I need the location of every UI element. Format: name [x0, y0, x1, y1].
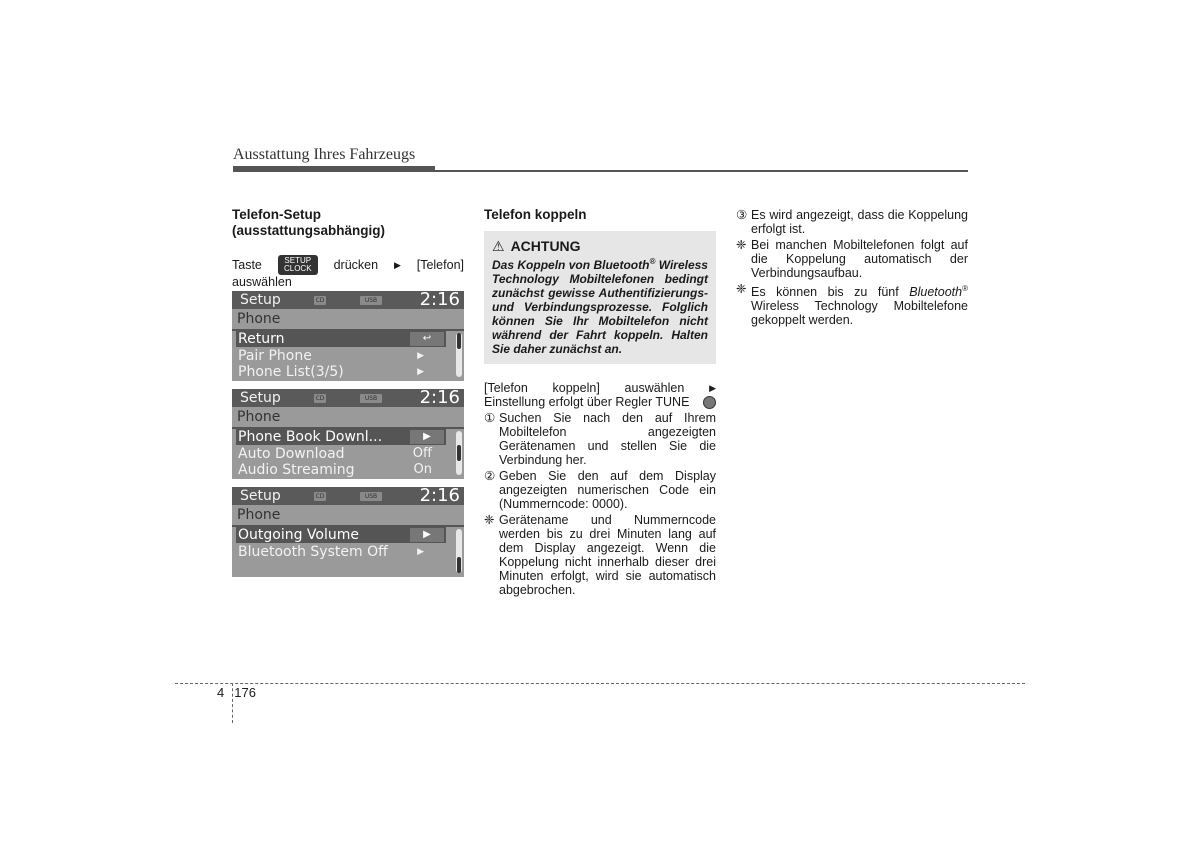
- arrow-right-icon: ▶: [417, 351, 424, 361]
- scrollbar[interactable]: [456, 431, 462, 475]
- scrollbar-thumb[interactable]: [457, 445, 461, 461]
- warning-text-part-1: Das Koppeln von Bluetooth: [492, 258, 650, 272]
- telefon-menu-text: [Telefon]: [416, 258, 464, 272]
- setup-clock-key-icon: [278, 255, 318, 275]
- warning-header: [492, 237, 708, 255]
- note-2-text-b: Wireless Technology Mobiltelefone gekoppelt werden.: [751, 299, 968, 328]
- select-line-2: [484, 395, 716, 409]
- setting-value: Off: [412, 446, 432, 461]
- usb-icon: USB: [360, 296, 382, 305]
- tune-text: Einstellung erfolgt über Regler TUNE: [484, 395, 690, 409]
- note-2-marker: ❈: [736, 282, 747, 296]
- note-1-text: Bei manchen Mobiltelefonen folgt auf die Koppelung automatisch der Verbindungsaufbau.: [751, 238, 968, 280]
- tune-knob-icon: [703, 396, 716, 409]
- key-label-clock: CLOCK: [283, 264, 312, 273]
- registered-mark: ®: [962, 284, 968, 293]
- header-rule: [233, 170, 968, 172]
- note-marker: ❈: [484, 513, 495, 527]
- column-continued: [736, 207, 968, 327]
- menu-item-label: Bluetooth System Off: [238, 544, 388, 560]
- instruction-line: [232, 255, 464, 275]
- scrollbar-thumb[interactable]: [457, 557, 461, 573]
- arrow-right-icon: ▶: [393, 260, 401, 270]
- menu-item-label: Return: [238, 331, 285, 347]
- druecken-text: drücken: [333, 258, 379, 272]
- cd-icon: CD: [315, 297, 325, 304]
- section-heading-telefon-koppeln: Telefon koppeln: [484, 207, 587, 222]
- menu-item-label: Audio Streaming: [238, 462, 355, 478]
- arrow-right-icon: ▶: [709, 383, 716, 393]
- screen-title: Setup: [240, 488, 281, 504]
- column-telefon-setup: [232, 207, 464, 577]
- note-1-marker: ❈: [736, 238, 747, 252]
- display-screen: [232, 389, 464, 479]
- heading-line-2: (ausstattungsabhängig): [232, 223, 386, 238]
- section-heading-telefon-setup: [232, 207, 464, 239]
- note-2-text: [751, 282, 968, 327]
- clock-display: 2:16: [419, 289, 460, 310]
- menu-item-label: Pair Phone: [238, 348, 312, 364]
- warning-text: [492, 255, 708, 356]
- warning-title: ACHTUNG: [510, 238, 581, 254]
- menu-item-bluetooth-system-off[interactable]: [236, 544, 446, 560]
- step-1: [484, 411, 716, 467]
- step-1-marker: ①: [484, 411, 496, 425]
- chapter-number: 4: [217, 685, 225, 700]
- warning-text-part-2: Wireless Technology Mobiltelefonen bedingt zunächst gewisse Authentifizierungs- und Verbindungsprozesse. Folglich können Sie Ihr Mobiltelefon nicht während der Fahrt koppeln. Halten Sie daher zunächst an.: [492, 258, 708, 356]
- step-2: [484, 469, 716, 511]
- display-screen: [232, 487, 464, 577]
- taste-text: Taste: [232, 258, 262, 272]
- menu-item-pair-phone[interactable]: [236, 348, 446, 364]
- key-label-setup: SETUP: [284, 256, 312, 265]
- note-2-text-a: Es können bis zu fünf: [751, 285, 899, 300]
- screen-subtitle: Phone: [237, 507, 281, 523]
- screen-title: Setup: [240, 390, 281, 406]
- registered-mark: ®: [649, 257, 656, 266]
- cd-icon: CD: [315, 395, 325, 402]
- menu-item-label: Outgoing Volume: [238, 527, 360, 543]
- arrow-right-icon: ▶: [417, 547, 424, 557]
- select-instruction: [484, 381, 716, 409]
- menu-item-audio-streaming[interactable]: [236, 462, 446, 478]
- scrollbar[interactable]: [456, 333, 462, 377]
- menu-item-return[interactable]: [236, 331, 446, 347]
- cd-icon: CD: [315, 493, 325, 500]
- return-icon: ↩: [410, 332, 444, 346]
- arrow-right-icon: ▶: [410, 528, 444, 542]
- select-text: [Telefon koppeln] auswählen: [484, 381, 685, 395]
- bluetooth-text: Bluetooth: [909, 285, 963, 300]
- screen-title: Setup: [240, 292, 281, 308]
- warning-box: [484, 231, 716, 364]
- step-3: [736, 208, 968, 236]
- usb-icon: USB: [360, 492, 382, 501]
- usb-icon: USB: [360, 394, 382, 403]
- menu-item-outgoing-volume[interactable]: [236, 527, 446, 543]
- screen-subtitle: Phone: [237, 409, 281, 425]
- scrollbar-thumb[interactable]: [457, 333, 461, 349]
- display-screen: [232, 291, 464, 381]
- footer-rule: [175, 683, 1025, 684]
- auswaehlen-text: auswählen: [232, 275, 292, 289]
- step-3-marker: ③: [736, 208, 748, 222]
- screen-subtitle: Phone: [237, 311, 281, 327]
- scrollbar[interactable]: [456, 529, 462, 573]
- step-2-text: Geben Sie den auf dem Display angezeigten numerischen Code ein (Nummerncode: 0000).: [499, 469, 716, 511]
- step-1-text: Suchen Sie nach den auf Ihrem Mobiltelefon angezeigten Gerätenamen und stellen Sie die Verbindung her.: [499, 411, 716, 467]
- header-title: Ausstattung Ihres Fahrzeugs: [233, 146, 416, 163]
- menu-item-label: Phone Book Downl...: [238, 429, 383, 445]
- page-number: [217, 685, 256, 700]
- warning-triangle-icon: ⚠: [492, 238, 505, 254]
- heading-line-1: Telefon-Setup: [232, 207, 321, 222]
- menu-item-auto-download[interactable]: [236, 446, 446, 462]
- menu-item-phone-book-download[interactable]: [236, 429, 446, 445]
- arrow-right-icon: ▶: [410, 430, 444, 444]
- note: [484, 513, 716, 597]
- select-line-1: [484, 381, 716, 395]
- clock-display: 2:16: [419, 485, 460, 506]
- step-2-marker: ②: [484, 469, 496, 483]
- page-number-value: 176: [234, 685, 256, 700]
- note-2: [736, 282, 968, 327]
- menu-item-label: Auto Download: [238, 446, 345, 462]
- clock-display: 2:16: [419, 387, 460, 408]
- arrow-right-icon: ▶: [417, 367, 424, 377]
- column-telefon-koppeln: [484, 207, 716, 597]
- setting-value: On: [413, 462, 432, 477]
- menu-item-phone-list[interactable]: [236, 364, 446, 380]
- menu-item-label: Phone List(3/5): [238, 364, 344, 380]
- note-1: [736, 238, 968, 280]
- step-3-text: Es wird angezeigt, dass die Koppelung erfolgt ist.: [751, 208, 968, 236]
- note-text: Gerätename und Nummerncode werden bis zu drei Minuten lang auf dem Display angezeigt. Wenn die Koppelung nicht innerhalb dieser drei Minuten erfolgt, wird sie automatisch abgebrochen.: [499, 513, 716, 597]
